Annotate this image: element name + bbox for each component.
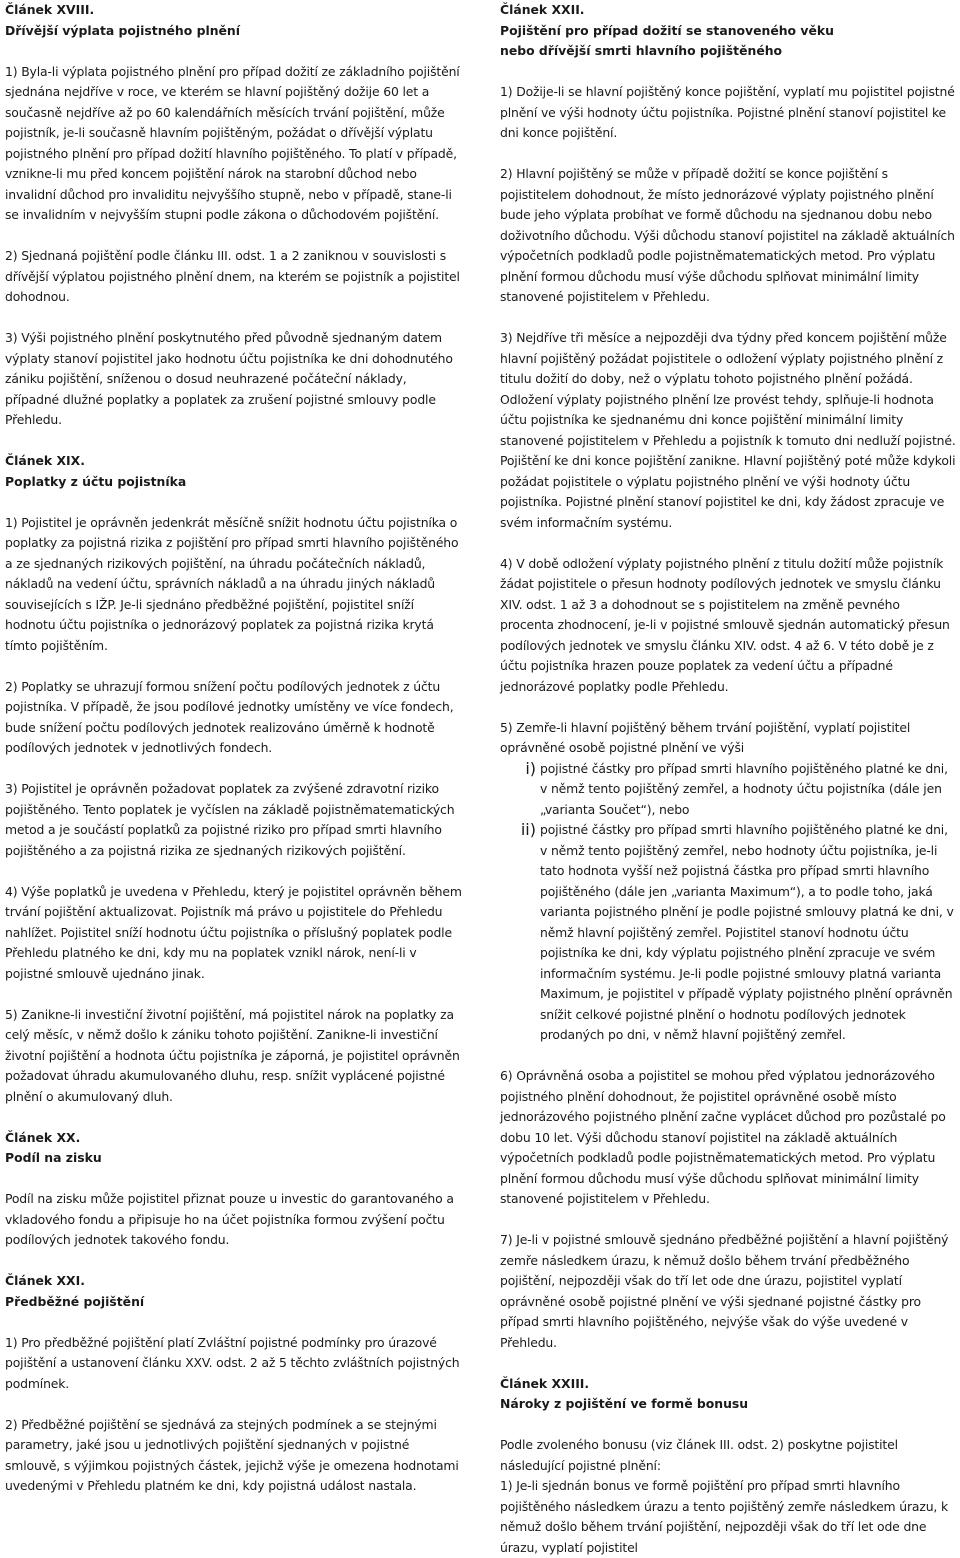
article-subtitle: Předběžné pojištění [5, 1292, 463, 1313]
article-18 [5, 0, 463, 451]
paragraph: 1) Pro předběžné pojištění platí Zvláštní pojistné podmínky pro úrazové pojištění a ustanovení článku XXV. odst. 2 až 5 těchto zvláštních pojistných podmínek. [5, 1333, 463, 1395]
paragraph: Podíl na zisku může pojistitel přiznat pouze u investic do garantovaného a vkladového fondu a připisuje ho na účet pojistníka formou zvýšení počtu podílových jednotek takového fondu. [5, 1189, 463, 1251]
paragraph: 2) Sjednaná pojištění podle článku III. odst. 1 a 2 zaniknou v souvislosti s dřívější výplatou pojistného plnění dnem, na kterém se pojistník a pojistitel dohodnou. [5, 246, 463, 308]
sub-item [500, 820, 956, 1046]
paragraph: 5) Zanikne-li investiční životní pojištění, má pojistitel nárok na poplatky za celý měsíc, v němž došlo k zániku tohoto pojištění. Zanikne-li investiční životní pojištění a hodnota účtu pojistníka je záporná, je pojistitel oprávněn požadovat úhradu akumulovaného dluhu, resp. snížit vyplácené pojistné plnění o akumulovaný dluh. [5, 1005, 463, 1108]
article-subtitle: Pojištění pro případ dožití se stanoveného věku [500, 21, 956, 42]
paragraph: 6) Oprávněná osoba a pojistitel se mohou před výplatou jednorázového pojistného plnění dohodnout, že pojistitel oprávněné osobě místo jednorázového pojistného plnění začne vyplácet důchod pro pozůstalé po dobu 10 let. Výši důchodu stanoví pojistitel na základě aktuálních výpočetních podkladů podle pojistněmatematických metod. Pro výplatu plnění formou důchodu musí výše důchodu splňovat minimální limity stanovené pojistitelem v Přehledu. [500, 1066, 956, 1210]
sub-item [500, 759, 956, 821]
article-title: Článek XXIII. [500, 1374, 956, 1395]
article-subtitle: Nároky z pojištění ve formě bonusu [500, 1394, 956, 1415]
left-column [5, 0, 463, 1497]
paragraph: 4) Výše poplatků je uvedena v Přehledu, který je pojistitel oprávněn během trvání pojištění aktualizovat. Pojistník má právo u pojistitele do Přehledu nahlížet. Pojistitel sníží hodnotu účtu pojistníka o příslušný poplatek podle Přehledu platného ke dni, kdy mu na poplatek vznikl nárok, není-li v pojistné smlouvě ujednáno jinak. [5, 882, 463, 985]
paragraph: 2) Předběžné pojištění se sjednává za stejných podmínek a se stejnými parametry, jaké jsou u jednotlivých pojištění sjednaných v pojistné smlouvě, s výjimkou pojistných částek, jejichž výše je omezena hodnotami uvedenými v Přehledu platném ke dni, kdy pojistná událost nastala. [5, 1415, 463, 1497]
article-subtitle: nebo dřívější smrti hlavního pojištěného [500, 41, 956, 62]
paragraph: 2) Hlavní pojištěný se může v případě dožití se konce pojištění s pojistitelem dohodnout, že místo jednorázové výplaty pojistného plnění bude jeho výplata probíhat ve formě důchodu na sjednanou dobu nebo doživotního důchodu. Výši důchodu stanoví pojistitel na základě aktuálních výpočetních podkladů podle pojistněmatematických metod. Pro výplatu plnění formou důchodu musí výše důchodu splňovat minimální limity stanovené pojistitelem v Přehledu. [500, 164, 956, 308]
article-title: Článek XXII. [500, 0, 956, 21]
article-title: Článek XX. [5, 1128, 463, 1149]
article-title: Článek XIX. [5, 451, 463, 472]
article-title: Článek XXI. [5, 1271, 463, 1292]
article-subtitle: Poplatky z účtu pojistníka [5, 472, 463, 493]
paragraph: 5) Zemře-li hlavní pojištěný během trvání pojištění, vyplatí pojistitel oprávněné osobě pojistné plnění ve výši [500, 718, 956, 759]
paragraph: 1) Byla-li výplata pojistného plnění pro případ dožití ze základního pojištění sjednána nejdříve v roce, ve kterém se hlavní pojištěný dožije 60 let a současně nejdříve až po 60 kalendářních měsících trvání pojištění, může pojistník, je-li současně hlavním pojištěným, požádat o dřívější výplatu pojistného plnění pro případ dožití hlavního pojištěného. To platí v případě, vznikne-li mu před koncem pojištění nárok na starobní důchod nebo invalidní důchod pro invaliditu nejvyššího stupně, nebo v případě, stane-li se invalidním v nejvyšším stupni podle zákona o důchodovém pojištění. [5, 62, 463, 226]
article-22 [500, 0, 956, 1374]
article-subtitle: Dřívější výplata pojistného plnění [5, 21, 463, 42]
paragraph: 1) Dožije-li se hlavní pojištěný konce pojištění, vyplatí mu pojistitel pojistné plnění ve výši hodnoty účtu pojistníka. Pojistné plnění stanoví pojistitel ke dni konce pojištění. [500, 82, 956, 144]
article-21 [5, 1271, 463, 1497]
paragraph: 3) Nejdříve tři měsíce a nejpozději dva týdny před koncem pojištění může hlavní pojištěný požádat pojistitele o odložení výplaty pojistného plnění z titulu dožití do doby, než o výplatu tohoto pojistného plnění požádá. Odložení výplaty pojistného plnění lze provést tehdy, splňuje-li hodnota účtu pojistníka ke sjednanému dni konce pojištění minimální limity stanovené pojistitelem v Přehledu a pojistník k tomuto dni nedluží pojistné. Pojištění ke dni konce pojištění zanikne. Hlavní pojištěný poté může kdykoli požádat pojistitele o výplatu pojistného plnění ve výši hodnoty účtu pojistníka. Pojistné plnění stanoví pojistitel ke dni, kdy žádost zpracuje ve svém informačním systému. [500, 328, 956, 533]
sub-item-label: i) [500, 759, 540, 821]
sub-item-label: ii) [500, 820, 540, 1046]
paragraph: 1) Je-li sjednán bonus ve formě pojištění pro případ smrti hlavního pojištěného následkem úrazu a tento pojištěný zemře následkem úrazu, k němuž došlo během trvání pojištění, nejpozději však do tří let ode dne úrazu, vyplatí pojistitel [500, 1476, 956, 1558]
paragraph: 4) V době odložení výplaty pojistného plnění z titulu dožití může pojistník žádat pojistitele o přesun hodnoty podílových jednotek ve smyslu článku XIV. odst. 1 až 3 a dohodnout se s pojistitelem na změně pevného procenta zhodnocení, je-li v pojistné smlouvě sjednán automatický přesun podílových jednotek ve smyslu článku XIV. odst. 4 až 6. V této době je z účtu pojistníka hrazen pouze poplatek za vedení účtu a případné jednorázové poplatky podle Přehledu. [500, 554, 956, 698]
paragraph: 3) Pojistitel je oprávněn požadovat poplatek za zvýšené zdravotní riziko pojištěného. Tento poplatek je vyčíslen na základě pojistněmatematických metod a je součástí poplatků za pojistné riziko pro případ smrti hlavního pojištěného a za pojistná rizika ze sjednaných rizikových pojištění. [5, 779, 463, 861]
article-19 [5, 451, 463, 1128]
article-20 [5, 1128, 463, 1272]
paragraph: 2) Poplatky se uhrazují formou snížení počtu podílových jednotek z účtu pojistníka. V případě, že jsou podílové jednotky umístěny ve více fondech, bude snížení počtu podílových jednotek realizováno úměrně k hodnotě podílových jednotek v jednotlivých fondech. [5, 677, 463, 759]
right-column [500, 0, 956, 1558]
sub-item-text: pojistné částky pro případ smrti hlavního pojištěného platné ke dni, v němž tento pojištěný zemřel, a hodnoty účtu pojistníka (dále jen „varianta Součet“), nebo [540, 759, 956, 821]
paragraph: Podle zvoleného bonusu (viz článek III. odst. 2) poskytne pojistitel následující pojistné plnění: [500, 1435, 956, 1476]
sub-item-text: pojistné částky pro případ smrti hlavního pojištěného platné ke dni, v němž tento pojištěný zemřel, nebo hodnoty účtu pojistníka, je-li tato hodnota vyšší než pojistná částka pro případ smrti hlavního pojištěného (dále jen „varianta Maximum“), a to podle toho, jaká varianta pojistného plnění je podle pojistné smlouvy platná ke dni, v němž hlavní pojištěný zemřel. Pojistitel stanoví hodnotu účtu pojistníka ke dni, kdy výplatu pojistného plnění zpracuje ve svém informačním systému. Je-li podle pojistné smlouvy platná varianta Maximum, je pojistitel v případě výplaty pojistného plnění oprávněn snížit celkové pojistné plnění o hodnotu podílových jednotek prodaných po dni, v němž hlavní pojištěný zemřel. [540, 820, 956, 1046]
paragraph: 3) Výši pojistného plnění poskytnutého před původně sjednaným datem výplaty stanoví pojistitel jako hodnotu účtu pojistníka ke dni dohodnutého zániku pojištění, sníženou o dosud neuhrazené počáteční náklady, případné dlužné poplatky a poplatek za zrušení pojistné smlouvy podle Přehledu. [5, 328, 463, 431]
article-subtitle: Podíl na zisku [5, 1148, 463, 1169]
paragraph: 7) Je-li v pojistné smlouvě sjednáno předběžné pojištění a hlavní pojištěný zemře následkem úrazu, k němuž došlo během trvání předběžného pojištění, nejpozději však do tří let ode dne úrazu, pojistitel vyplatí oprávněné osobě pojistné plnění ve výši sjednané pojistné částky pro případ smrti hlavního pojištěného, nejvýše však do výše uvedené v Přehledu. [500, 1230, 956, 1353]
paragraph: 1) Pojistitel je oprávněn jedenkrát měsíčně snížit hodnotu účtu pojistníka o poplatky za pojistná rizika z pojištění pro případ smrti hlavního pojištěného a ze sjednaných rizikových pojištění, na úhradu počátečních nákladů, nákladů na vedení účtu, správních nákladů a na úhradu jiných nákladů souvisejících s IŽP. Je-li sjednáno předběžné pojištění, pojistitel sníží hodnotu účtu pojistníka o jednorázový poplatek za pojistná rizika krytá tímto pojištěním. [5, 513, 463, 657]
article-23 [500, 1374, 956, 1558]
article-title: Článek XVIII. [5, 0, 463, 21]
